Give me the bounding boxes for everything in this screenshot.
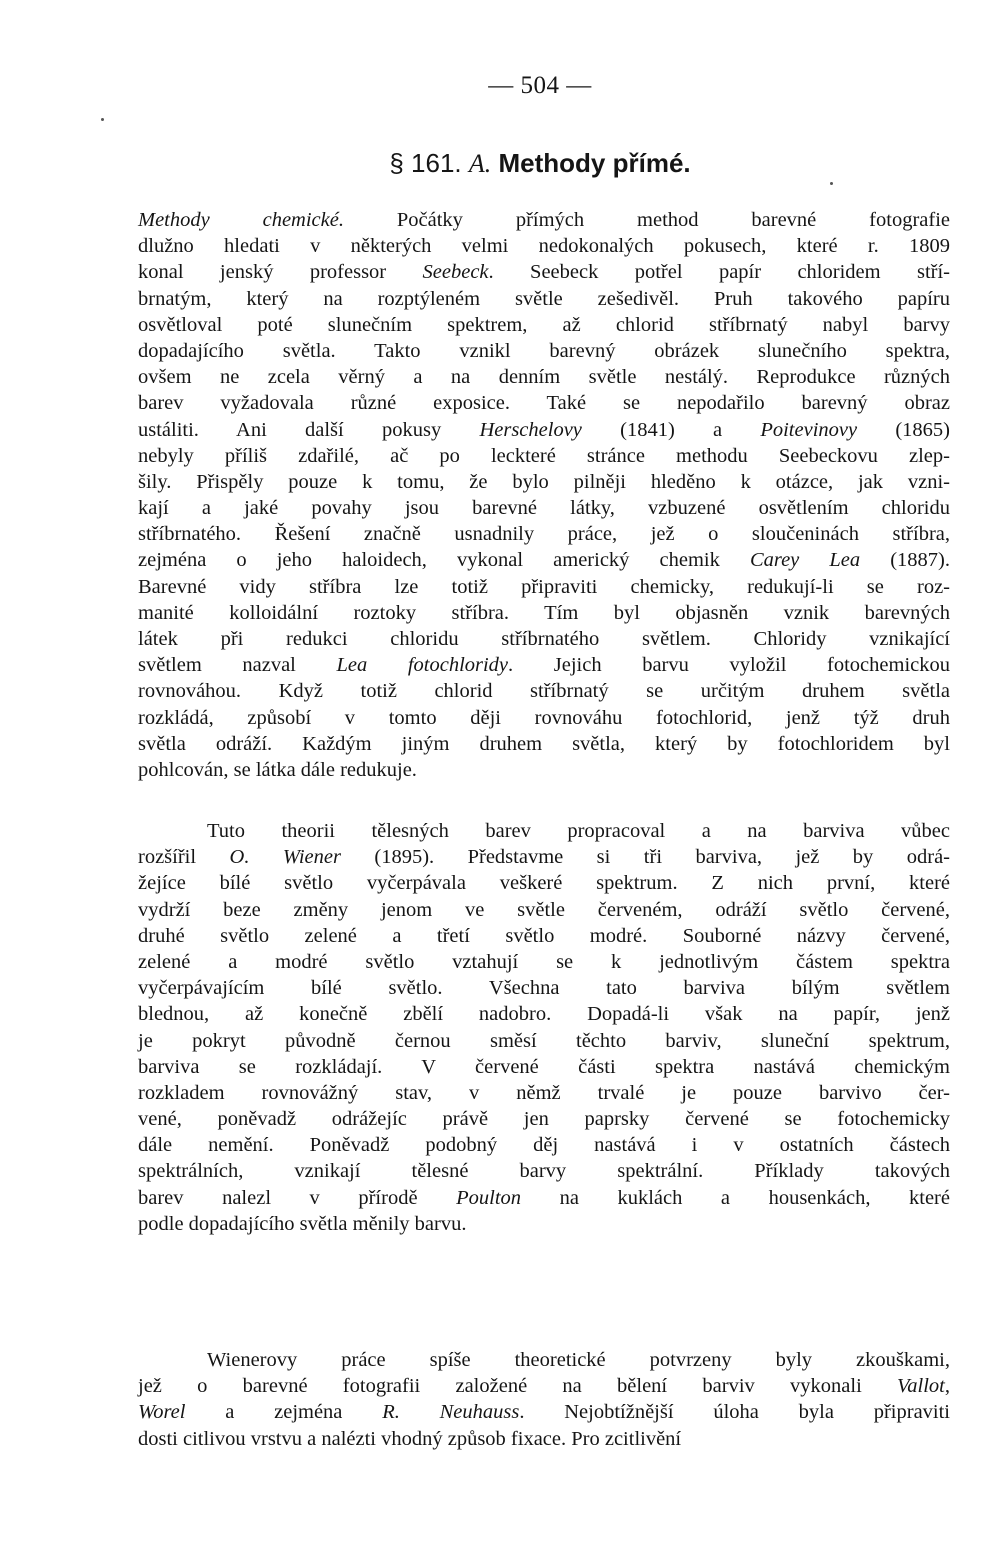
section-heading: [0, 148, 1000, 179]
text-run: dlužno hledati v některých velmi nedokonalých pokusech, které r. 1809: [138, 235, 950, 258]
text-run: na kuklách a housenkách, které: [521, 1186, 950, 1209]
emphasized-name: Poulton: [456, 1186, 522, 1209]
text-line: [138, 626, 950, 652]
print-speck: [830, 182, 833, 185]
text-line: [138, 1132, 950, 1158]
text-run: barviva se rozkládají. V červené části spektra nastává chemickým: [138, 1055, 950, 1078]
text-line: [138, 652, 950, 678]
emphasized-name: Seebeck: [422, 261, 489, 284]
emphasized-name: Methody chemické.: [138, 209, 344, 231]
page-number: — 504 —: [488, 72, 592, 99]
emphasized-name: Lea fotochloridy: [336, 654, 509, 677]
text-line: [138, 1347, 950, 1373]
text-line: [138, 417, 950, 443]
text-line: [138, 233, 950, 259]
text-run: rozkládá, způsobí v tomto ději rovnováhu fotochlorid, jenž týž druh: [138, 706, 950, 729]
text-run: podle dopadajícího světla měnily barvu.: [138, 1212, 467, 1235]
text-line: [138, 757, 950, 783]
text-run: stříbrnatého. Řešení značně usnadnily práce, jež o sloučeninách stříbra,: [138, 523, 950, 546]
text-line: [138, 1054, 950, 1080]
emphasized-name: Worel: [138, 1401, 186, 1424]
text-line: [138, 1211, 950, 1237]
text-run: šily. Přispěly pouze k tomu, že bylo pilněji hleděno k otázce, jak vzni-: [138, 470, 950, 493]
text-run: barev nalezl v přírodě: [138, 1186, 457, 1209]
text-line: [138, 574, 950, 600]
text-run: dále nemění. Poněvadž podobný děj nastává i v ostatních částech: [138, 1134, 950, 1157]
text-line: [138, 469, 950, 495]
emphasized-name: Herschelovy: [479, 418, 582, 441]
text-run: Tuto theorii tělesných barev propracoval a na barviva vůbec: [207, 820, 950, 842]
text-run: zejména o jeho haloidech, vykonal americký chemik: [138, 549, 750, 572]
text-line: [138, 259, 950, 285]
text-line: [138, 600, 950, 626]
text-line: [138, 1426, 950, 1452]
text-run: (1895). Představme si tři barviva, jež by odrá-: [340, 846, 950, 869]
emphasized-name: R. Neuhauss: [382, 1401, 520, 1424]
text-run: blednou, až konečně zbělí nadobro. Dopadá-li však na papír, jenž: [138, 1003, 950, 1026]
text-line: [138, 1399, 950, 1425]
text-line: [138, 547, 950, 573]
text-run: osvětloval poté slunečním spektrem, až chlorid stříbrnatý nabyl barvy: [138, 313, 950, 336]
text-run: jež o barevné fotografii založené na bělení barviv vykonali: [138, 1375, 898, 1398]
text-line: [138, 312, 950, 338]
section-letter: A.: [468, 149, 492, 178]
text-line: [138, 495, 950, 521]
section-number: § 161.: [389, 148, 462, 178]
text-line: [138, 521, 950, 547]
text-run: rozkladem rovnovážný stav, v němž trvalé je pouze barvivo čer-: [138, 1081, 950, 1104]
paragraph-1: [138, 207, 950, 783]
text-line: [138, 1001, 950, 1027]
print-speck: [101, 118, 104, 121]
text-run: konal jenský professor: [138, 261, 423, 284]
text-line: [138, 678, 950, 704]
text-run: vydrží beze změny jenom ve světle červeném, odráží světlo červené,: [138, 898, 950, 921]
text-line: [138, 390, 950, 416]
text-run: (1865): [857, 418, 950, 441]
text-run: druhé světlo zelené a třetí světlo modré. Souborné názvy červené,: [138, 924, 950, 947]
text-line: [138, 818, 950, 844]
text-run: světlem nazval: [138, 654, 337, 677]
text-line: [138, 1080, 950, 1106]
text-run: je pokryt původně černou směsí těchto barviv, sluneční spektrum,: [138, 1029, 950, 1052]
text-line: [138, 705, 950, 731]
text-line: [138, 364, 950, 390]
text-run: látek při redukci chloridu stříbrnatého světlem. Chloridy vznikající: [138, 628, 950, 650]
text-run: dosti citlivou vrstvu a nalézti vhodný způsob fixace. Pro zcitlivění: [138, 1427, 682, 1450]
text-run: (1841) a: [581, 418, 761, 441]
text-line: [138, 975, 950, 1001]
emphasized-name: O. Wiener: [229, 846, 341, 869]
text-line: [138, 870, 950, 896]
text-line: [138, 1106, 950, 1132]
text-run: dopadajícího světla. Takto vznikl barevný obrázek slunečního spektra,: [138, 339, 950, 362]
text-run: (1887).: [860, 549, 950, 572]
text-line: [138, 1158, 950, 1184]
text-line: [138, 1028, 950, 1054]
text-line: [138, 1373, 950, 1399]
text-line: [138, 923, 950, 949]
paragraph-3: [138, 1347, 950, 1452]
text-line: [138, 338, 950, 364]
text-run: vené, poněvadž odrážejíc právě jen paprsky červené se fotochemicky: [138, 1108, 950, 1131]
text-run: Počátky přímých method barevné fotografie: [343, 209, 950, 231]
text-run: spektrálních, vznikají tělesné barvy spektrální. Příklady takových: [138, 1160, 950, 1183]
text-run: ovšem ne zcela věrný a na denním světle nestálý. Reprodukce různých: [138, 366, 950, 389]
text-run: Wienerovy práce spíše theoretické potvrzeny byly zkouškami,: [207, 1349, 950, 1371]
text-run: rozšířil: [138, 846, 230, 869]
text-run: . Nejobtížnější úloha byla připraviti: [519, 1401, 951, 1424]
text-run: rovnováhou. Když totiž chlorid stříbrnatý se určitým druhem světla: [138, 680, 950, 703]
text-line: [138, 1185, 950, 1211]
text-run: ustáliti. Ani další pokusy: [138, 418, 480, 441]
text-line: [138, 949, 950, 975]
text-run: žejíce bílé světlo vyčerpávala veškeré spektrum. Z nich první, které: [138, 872, 950, 895]
text-run: kají a jaké povahy jsou barevné látky, vzbuzené osvětlením chloridu: [138, 497, 950, 520]
text-line: [138, 286, 950, 312]
emphasized-name: Vallot: [897, 1375, 945, 1398]
text-run: brnatým, který na rozptýleném světle zešedivěl. Pruh takového papíru: [138, 287, 950, 310]
paragraph-2: [138, 818, 950, 1237]
text-run: a zejména: [185, 1401, 383, 1424]
text-run: zelené a modré světlo vztahují se k jednotlivým částem spektra: [138, 950, 950, 973]
text-run: vyčerpávajícím bílé světlo. Všechna tato barviva bílým světlem: [138, 977, 950, 1000]
text-line: [138, 731, 950, 757]
text-run: ,: [944, 1375, 950, 1398]
section-title: Methody přímé.: [498, 148, 691, 178]
text-line: [138, 897, 950, 923]
text-run: světla odráží. Každým jiným druhem světla, který by fotochloridem byl: [138, 732, 950, 755]
text-run: Barevné vidy stříbra lze totiž připraviti chemicky, redukují-li se roz-: [138, 575, 950, 598]
text-run: nebyly příliš zdařilé, ač po leckteré stránce methodu Seebeckovu zlep-: [138, 444, 950, 467]
emphasized-name: Poitevinovy: [760, 418, 858, 441]
text-line: [138, 207, 950, 233]
text-line: [138, 443, 950, 469]
emphasized-name: Carey Lea: [749, 549, 861, 572]
text-run: manité kolloidální roztoky stříbra. Tím byl objasněn vznik barevných: [138, 601, 950, 624]
text-run: . Seebeck potřel papír chloridem stří-: [488, 261, 950, 284]
text-line: [138, 844, 950, 870]
text-run: . Jejich barvu vyložil fotochemickou: [508, 654, 950, 677]
text-run: pohlcován, se látka dále redukuje.: [138, 758, 417, 781]
text-run: barev vyžadovala různé exposice. Také se nepodařilo barevný obraz: [138, 392, 950, 415]
